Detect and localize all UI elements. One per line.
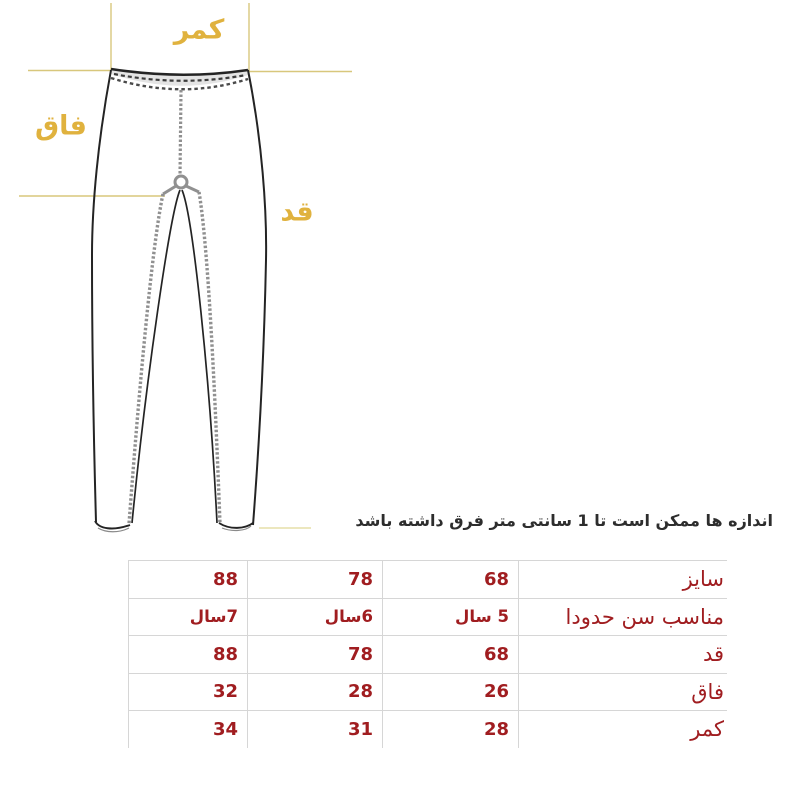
row-rise-value-88: 32 (128, 673, 247, 711)
crotch-seam-loop (175, 176, 187, 188)
row-rise-value-68: 26 (382, 673, 518, 711)
row-length-value-68: 68 (382, 635, 518, 673)
pants-line-drawing (0, 0, 400, 550)
row-rise-label: فاق (518, 673, 727, 711)
size-tolerance-note: اندازه ها ممکن است تا 1 سانتی متر فرق داشته باشد (355, 511, 773, 530)
right-leg-outer-edge (248, 70, 266, 525)
row-length-value-88: 88 (128, 635, 247, 673)
left-leg-hem (95, 521, 130, 528)
row-length-label: قد (518, 635, 727, 673)
row-size-label: سایز (518, 560, 727, 598)
row-size-value-68: 68 (382, 560, 518, 598)
row-size-value-78: 78 (247, 560, 382, 598)
row-waist-value-78: 31 (247, 710, 382, 748)
row-size-value-88: 88 (128, 560, 247, 598)
left-leg-outer-edge (92, 70, 111, 522)
row-age-value-78: 6سال (247, 598, 382, 636)
row-waist-value-68: 28 (382, 710, 518, 748)
row-waist-label: کمر (518, 710, 727, 748)
row-waist-value-88: 34 (128, 710, 247, 748)
left-leg-inner-seam (129, 194, 163, 524)
waist-measure-label: کمر (173, 14, 225, 46)
right-leg-hem (219, 523, 253, 528)
length-measure-label: قد (280, 196, 314, 228)
right-leg-inner-seam (199, 192, 220, 524)
size-table (128, 560, 727, 748)
rise-measure-label: فاق (35, 110, 87, 142)
pants-measurement-diagram (0, 0, 400, 550)
row-age-value-88: 7سال (128, 598, 247, 636)
row-age-value-68: 5 سال (382, 598, 518, 636)
row-age-label: مناسب سن حدودا (518, 598, 727, 636)
right-leg-inner-edge (182, 190, 217, 523)
row-length-value-78: 78 (247, 635, 382, 673)
center-front-seam (180, 90, 181, 176)
row-rise-value-78: 28 (247, 673, 382, 711)
